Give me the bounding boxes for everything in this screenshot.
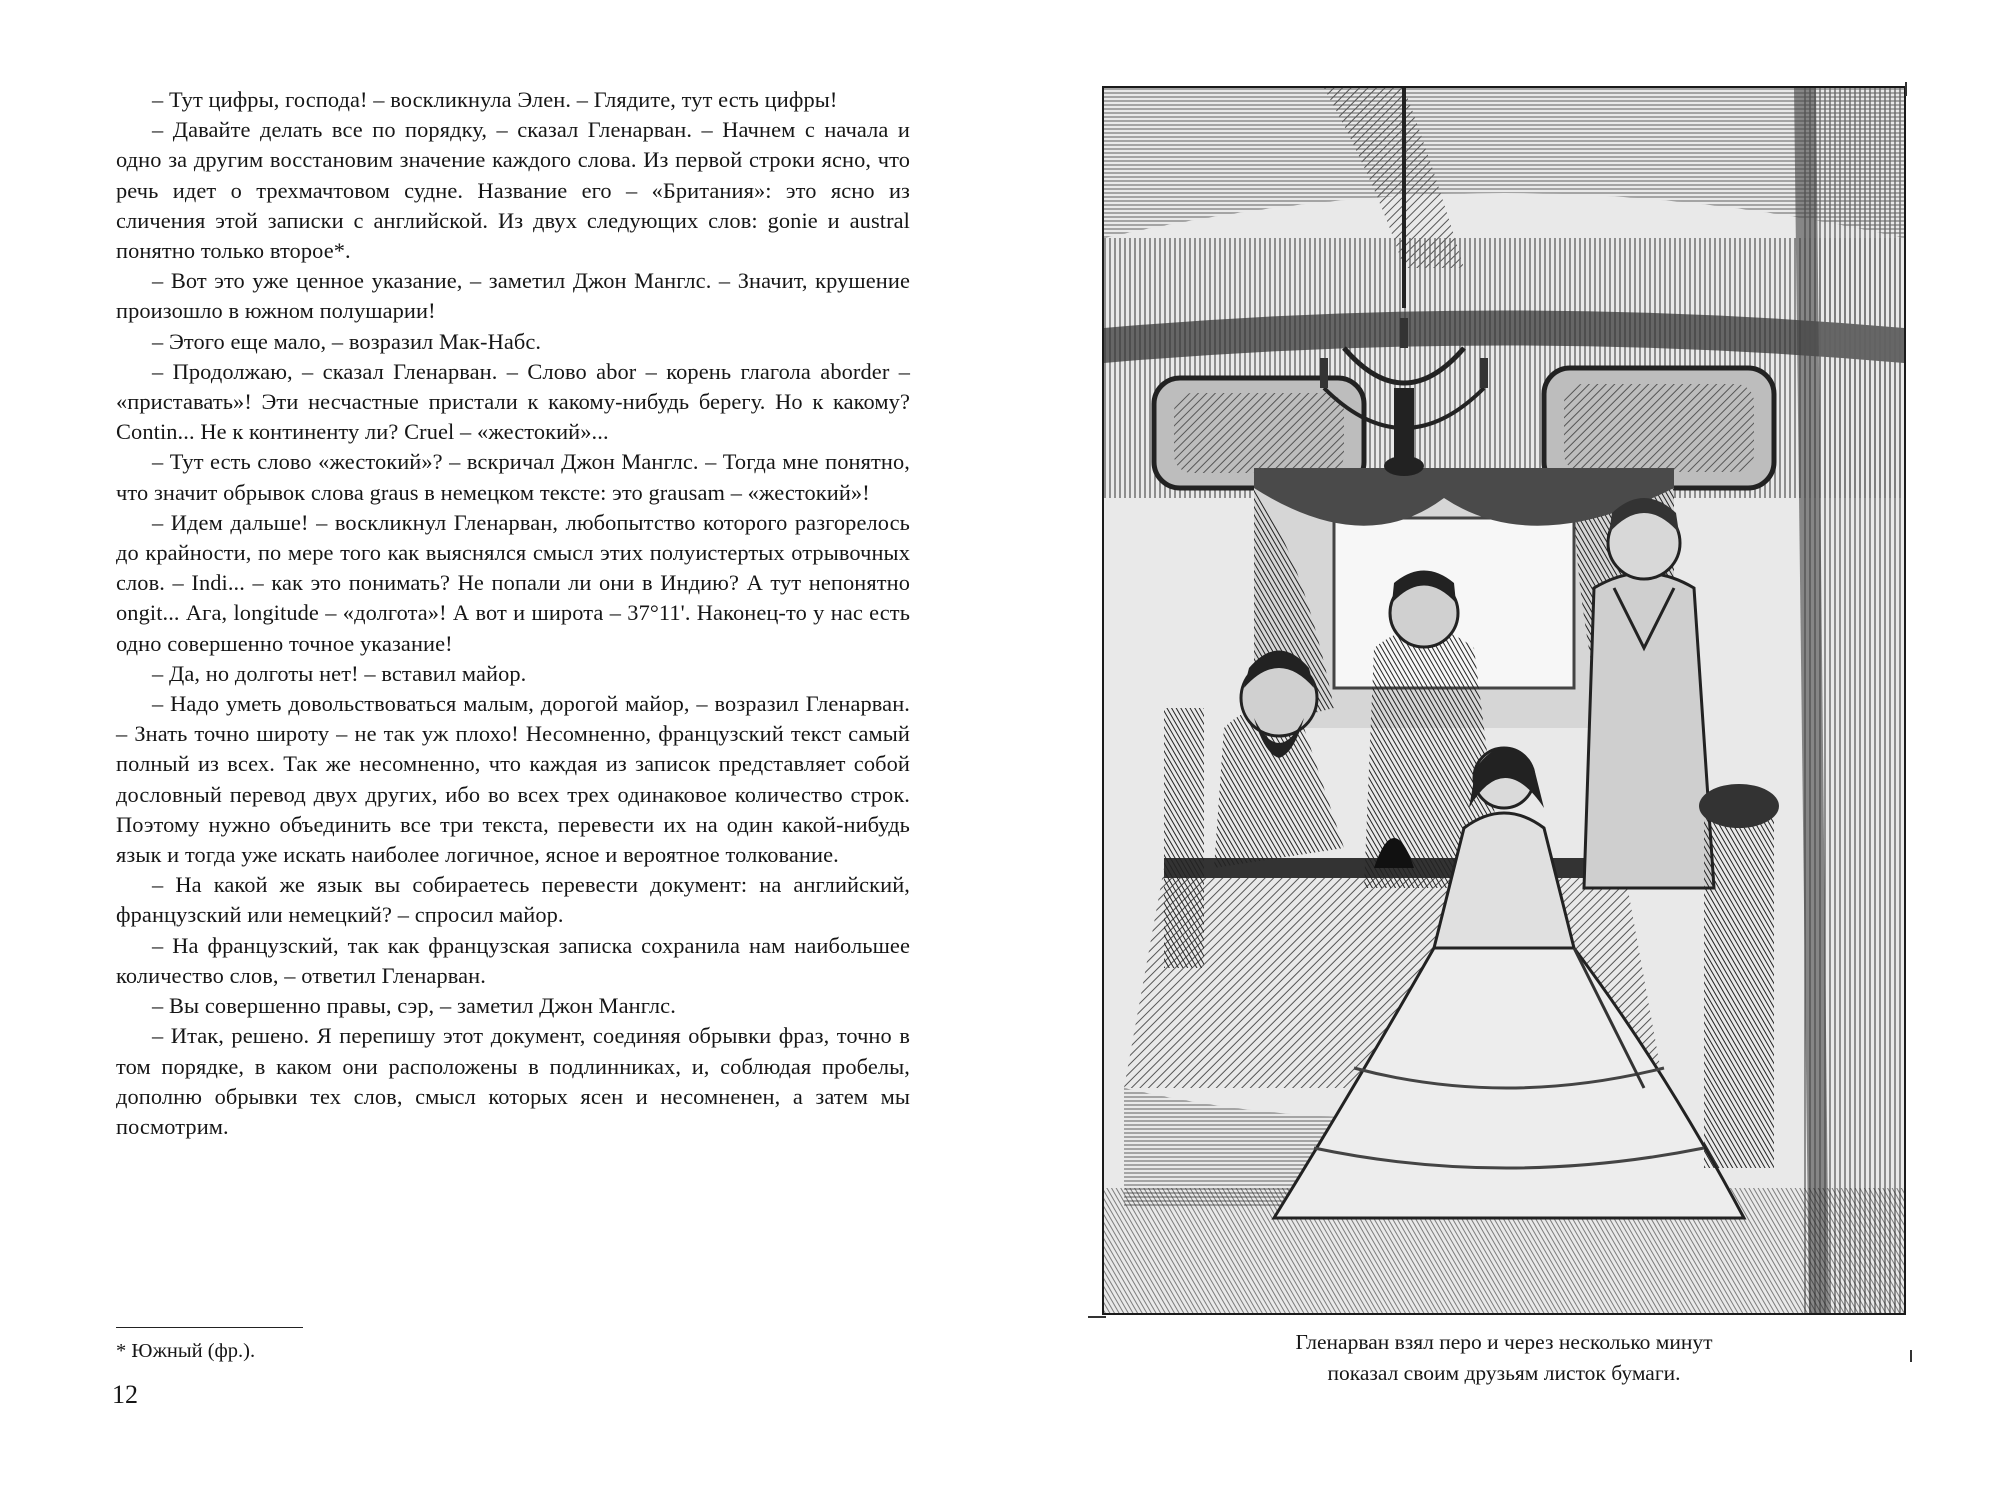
footnote-divider xyxy=(116,1327,303,1328)
caption-line: Гленарван взял перо и через несколько минут xyxy=(1295,1330,1713,1354)
page-number: 12 xyxy=(112,1380,138,1409)
paragraph: – Тут цифры, господа! – воскликнула Элен. – Глядите, тут есть цифры! xyxy=(152,87,838,112)
illustration-caption xyxy=(1102,1327,1906,1389)
paragraph: – Идем дальше! – воскликнул Гленарван, любопытство которого разгорелось до крайности, по мере того как выяснялся смысл этих полуистертых отрывочных слов. – Indi... – как это понимать? Не попали ли они в Индию? А тут непонятно ongit... Ага, longitude – «долгота»! А вот и широта – 37°11'. Наконец-то у нас есть одно совершенно точное указание! xyxy=(116,509,910,656)
paragraph: – Продолжаю, – сказал Гленарван. – Слово abor – корень глагола aborder – «приставать»! Эти несчастные пристали к какому-нибудь берегу. Но к какому? Contin... Не к континенту ли? Cruel – «жестокий»... xyxy=(116,358,910,445)
crop-mark xyxy=(1910,1350,1912,1362)
crop-mark xyxy=(1088,1316,1106,1318)
body-text xyxy=(116,85,910,1142)
paragraph: – На французский, так как французская записка сохранила нам наибольшее количество слов, – ответил Гленарван. xyxy=(116,932,910,988)
paragraph: – Вот это уже ценное указание, – заметил Джон Манглс. – Значит, крушение произошло в южном полушарии! xyxy=(116,268,910,324)
crop-mark xyxy=(1905,82,1907,96)
engraving-illustration xyxy=(1102,86,1906,1315)
paragraph: – На какой же язык вы собираетесь перевести документ: на английский, французский или немецкий? – спросил майор. xyxy=(116,872,910,928)
right-page xyxy=(1000,0,2000,1488)
paragraph: – Итак, решено. Я перепишу этот документ, соединяя обрывки фраз, точно в том порядке, в каком они расположены в подлинниках, и, соблюдая пробелы, дополню обрывки тех слов, смысл которых ясен и несомненен, а затем мы посмотрим. xyxy=(116,1023,910,1139)
paragraph: – Вы совершенно правы, сэр, – заметил Джон Манглс. xyxy=(152,993,676,1019)
footnote: * Южный (фр.). xyxy=(116,1340,256,1362)
paragraph: – Надо уметь довольствоваться малым, дорогой майор, – возразил Гленарван. – Знать точно широту – не так уж плохо! Несомненно, французский текст самый полный из всех. Так же несомненно, что каждая из записок представляет собой дословный перевод двух других, ибо во всех трех одинаковое количество строк. Поэтому нужно объединить все три текста, перевести их на один какой-нибудь язык и тогда уже искать наиболее логичное, ясное и вероятное толкование. xyxy=(116,691,910,868)
paragraph: – Тут есть слово «жестокий»? – вскричал Джон Манглс. – Тогда мне понятно, что значит обрывок слова graus в немецком тексте: это grausam – «жестокий»! xyxy=(116,449,910,505)
paragraph: – Да, но долготы нет! – вставил майор. xyxy=(152,660,527,686)
paragraph: – Давайте делать все по порядку, – сказал Гленарван. – Начнем с начала и одно за другим восстановим значение каждого слова. Из первой строки ясно, что речь идет о трехмачтовом судне. Название его – «Британия»: это ясно из сличения этой записки с английской. Из двух следующих слов: gonie и austral понятно только второе*. xyxy=(116,117,910,264)
engraving-image xyxy=(1104,88,1904,1313)
paragraph: – Этого еще мало, – возразил Мак-Набс. xyxy=(152,328,542,354)
caption-line: показал своим друзьям листок бумаги. xyxy=(1327,1361,1681,1385)
